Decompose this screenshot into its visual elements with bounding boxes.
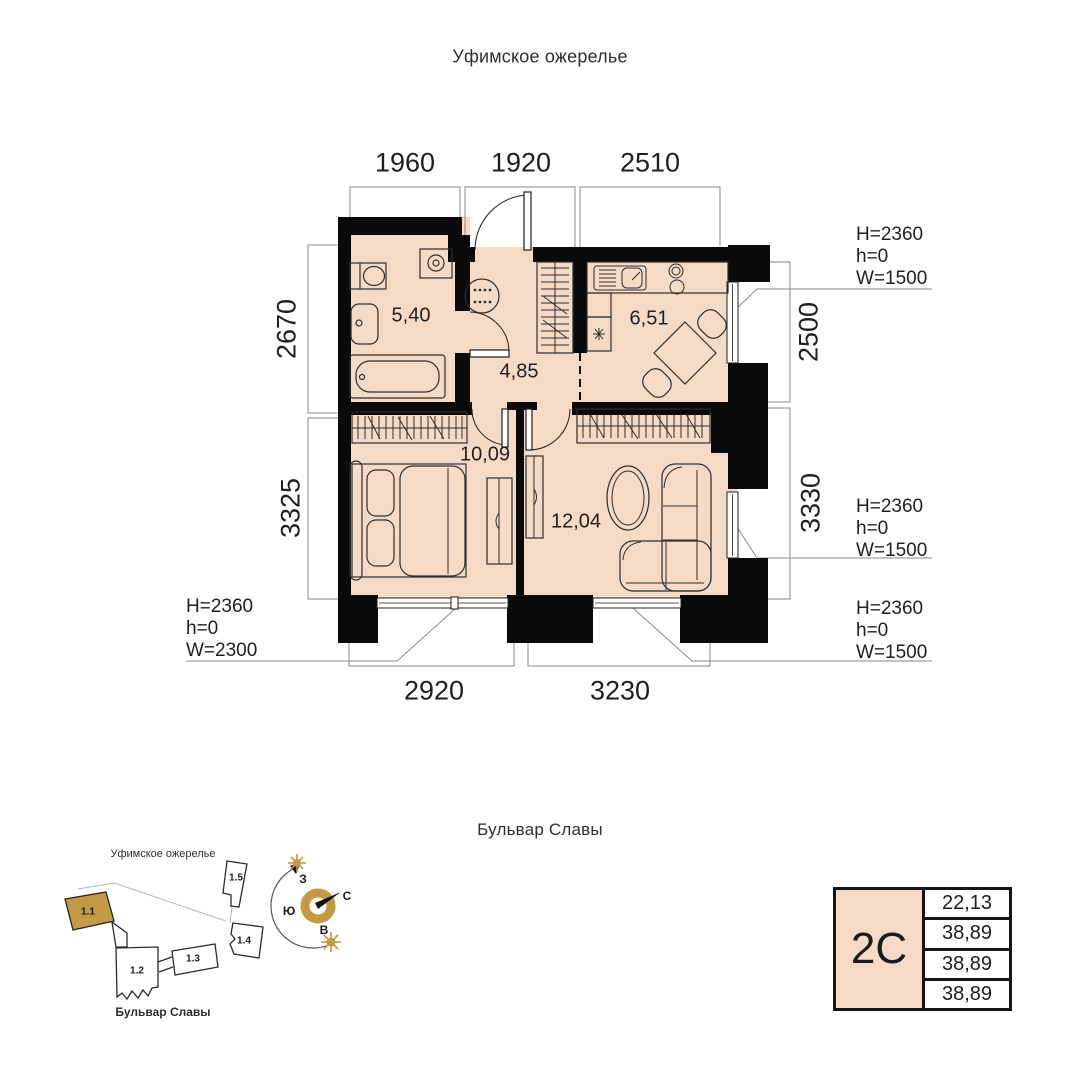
window-annotation-bottom-left: H=2360 h=0 W=2300 — [186, 596, 258, 661]
dimension-bottom-1: 2920 — [403, 675, 465, 706]
sun-icon — [288, 854, 306, 872]
dimension-top-3: 2510 — [619, 147, 681, 178]
compass-south: Ю — [282, 904, 296, 918]
compass-west: З — [299, 872, 307, 886]
window-annotation-bottom-right: H=2360 h=0 W=1500 — [856, 598, 928, 663]
page-title: Уфимское ожерелье — [452, 46, 628, 67]
building-1-5 — [223, 861, 247, 907]
room-area-kitchen: 6,51 — [629, 307, 669, 330]
apartment-info-card — [833, 887, 1012, 1011]
dimension-top-2: 1920 — [490, 147, 552, 178]
dimension-left-2: 3325 — [275, 477, 306, 539]
building-link — [112, 922, 127, 947]
building-label-1-5: 1.5 — [229, 872, 243, 884]
kitchen-window — [727, 282, 738, 363]
room-area-bathroom: 5,40 — [391, 304, 431, 327]
apartment-type-badge: 2С — [836, 890, 925, 1008]
window-annotation-top-right: H=2360 h=0 W=1500 — [856, 224, 928, 289]
room-area-living: 12,04 — [550, 510, 602, 533]
dimension-bottom-2: 3230 — [589, 675, 651, 706]
entrance-door — [475, 192, 531, 250]
compass-east: В — [319, 923, 329, 937]
apartment-info-values — [925, 890, 1009, 1008]
compass-north: С — [342, 889, 352, 903]
info-value-row: 38,89 — [925, 978, 1009, 1008]
street-title-bottom: Бульвар Славы — [477, 820, 603, 839]
dimension-right-1: 2500 — [793, 301, 824, 363]
bedroom-window — [377, 597, 508, 609]
site-street-top: Уфимское ожерелье — [110, 848, 216, 860]
compass — [271, 854, 341, 952]
room-area-bedroom: 10,09 — [459, 443, 511, 466]
building-label-1-3: 1.3 — [186, 953, 200, 965]
info-value-row: 22,13 — [925, 890, 1009, 917]
room-area-hallway: 4,85 — [499, 360, 539, 383]
site-street-bottom: Бульвар Славы — [115, 1005, 211, 1019]
building-label-1-1: 1.1 — [81, 906, 95, 918]
building-label-1-4: 1.4 — [237, 935, 251, 947]
living-room-window — [593, 598, 681, 608]
dimension-top-1: 1960 — [374, 147, 436, 178]
living-room-side-window — [727, 492, 738, 558]
dimension-left-1: 2670 — [271, 298, 302, 360]
info-value-row: 38,89 — [925, 948, 1009, 978]
info-value-row: 38,89 — [925, 917, 1009, 947]
building-label-1-2: 1.2 — [130, 965, 144, 977]
window-annotation-middle-right: H=2360 h=0 W=1500 — [856, 496, 928, 561]
dimension-right-2: 3330 — [795, 472, 826, 534]
